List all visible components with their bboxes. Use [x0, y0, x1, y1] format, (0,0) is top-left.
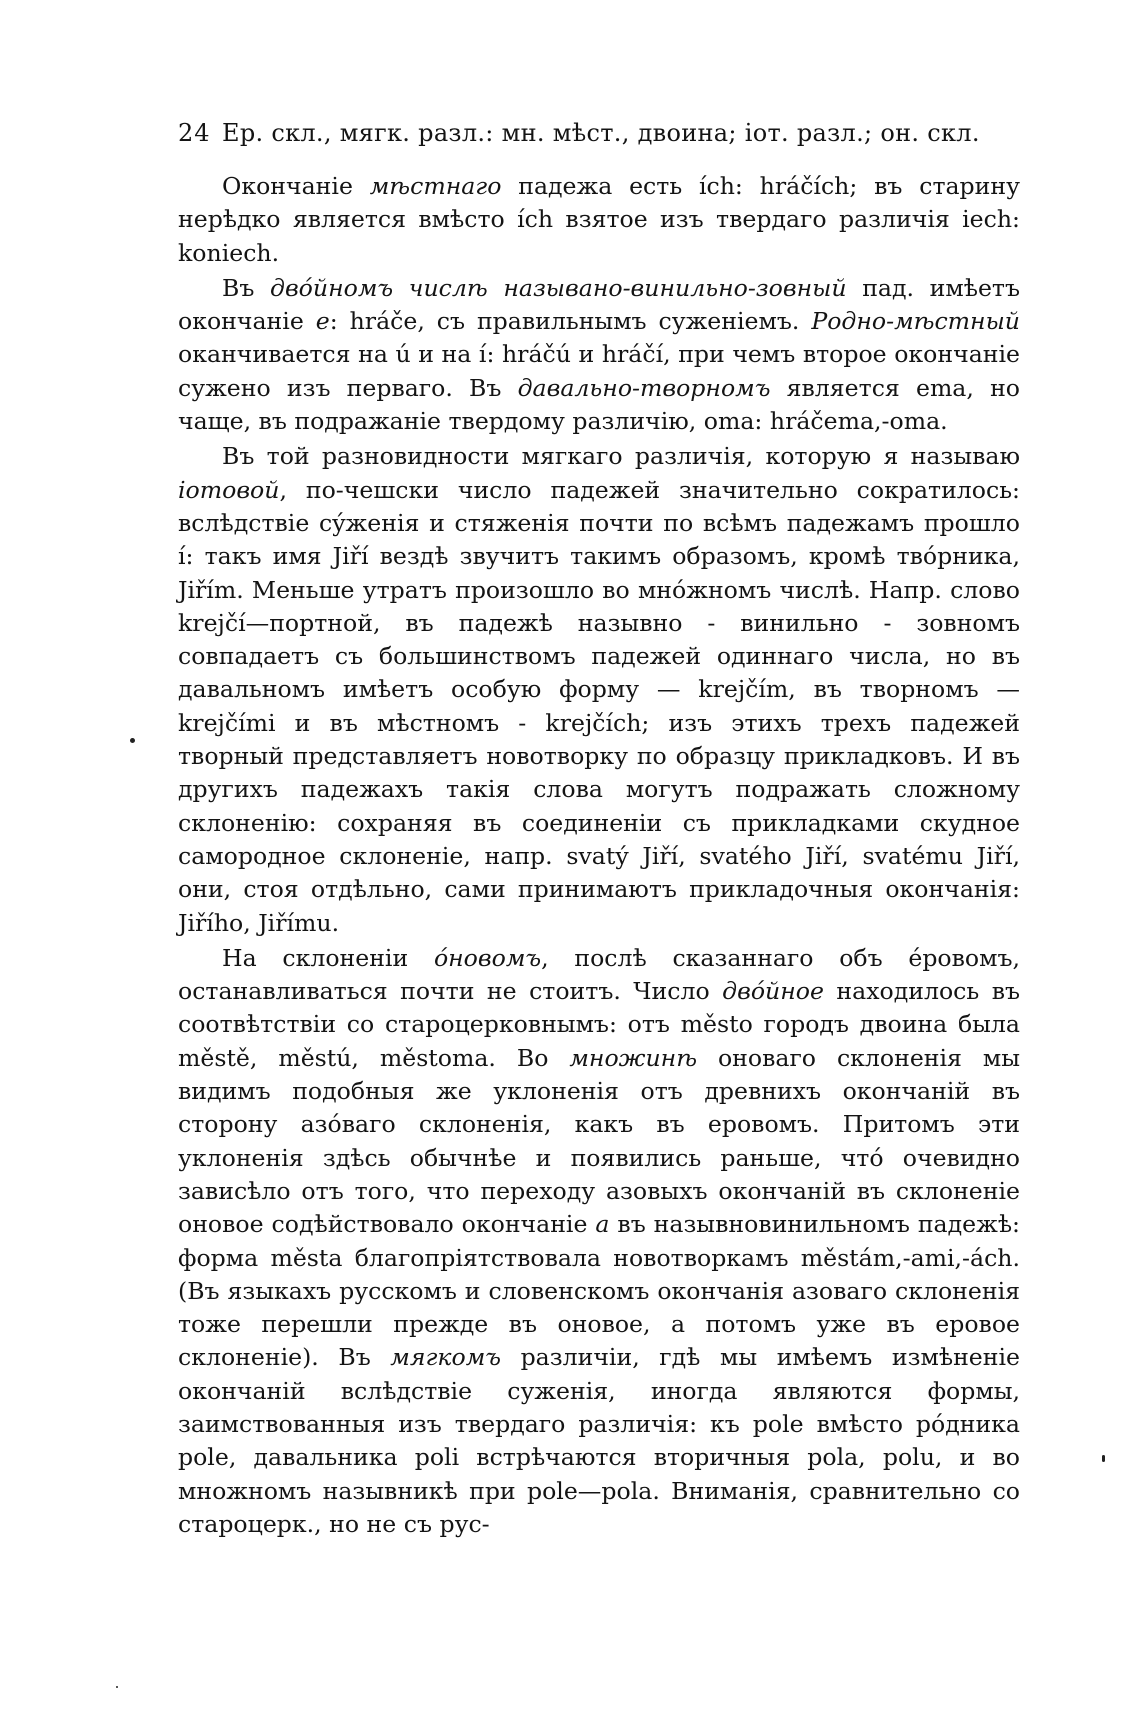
italic-term: мѣстнаго: [369, 172, 502, 200]
italic-term: a: [595, 1210, 610, 1239]
text-run: , по-чешски число падежей значительно сократилось: вслѣдствiе сýженiя и стяженiя почти по всѣмъ падежамъ прошло í: такъ имя Jiří вездѣ звучитъ такимъ образомъ, кромѣ твóрника, Jiřím. Меньше утратъ произошло во мнóжномъ числѣ. Напр. слово krejčí—портной, въ падежѣ назывно - винильно - зовномъ совпадаетъ съ большинствомъ падежей одиннаго числа, но въ давальномъ имѣетъ особую форму — krejčím, въ творномъ — krejčími и въ мѣстномъ - krejčích; изъ этихъ трехъ падежей творный представляетъ новотворку по образцу прикладковъ. И въ другихъ падежахъ такiя слова могутъ подражать сложному склоненiю: сохраняя въ соединенiи съ прикладками скудное самородное склоненiе, напр. svatý Jiří, svatého Jiří, svatému Jiří, они, стоя отдѣльно, сами принимаютъ прикладочныя окончанiя: Jiřího, Jiřímu.: [178, 475, 1020, 937]
paragraph: [178, 942, 1020, 1541]
italic-term: двóйномъ числѣ называно-винильно-зовный: [270, 273, 847, 302]
text-run: является ema, но чаще, въ подражанiе твердому различiю, oma: hráčema,-oma.: [178, 373, 1020, 436]
text-run: Въ: [222, 273, 270, 302]
page-number: 24: [178, 119, 211, 147]
italic-term: двóйное: [722, 977, 824, 1006]
running-title: Ер. скл., мягк. разл.: мн. мѣст., двоина; iот. разл.; он. скл.: [222, 119, 980, 147]
book-page: [178, 118, 1020, 1541]
text-run: На склоненiи: [222, 943, 434, 972]
text-run: оканчивается на ú и на í: hráčú и hráčí, при чемъ второе окончанiе сужено изъ перваго. Въ: [178, 340, 1020, 402]
text-run: Окончанiе: [222, 172, 370, 200]
italic-term: Родно-мѣстный: [811, 307, 1020, 336]
text-run: Въ той разновидности мягкаго различiя, которую я называю: [222, 442, 1020, 471]
paragraph: [178, 440, 1020, 939]
text-run: падежа есть ích: hráčích; въ старину нерѣдко является вмѣсто ích взятое изъ твердаго различiя iech: koniech.: [178, 172, 1020, 267]
paragraph: [178, 170, 1020, 270]
italic-term: iотовой: [178, 475, 280, 504]
text-run: различiи, гдѣ мы имѣемъ измѣненiе окончанiй вслѣдствiе суженiя, иногда являются формы, заимствованныя изъ твердаго различiя: къ pole вмѣсто рóдника pole, давальника poli встрѣчаются вторичныя pola, polu, и во множномъ назывникѣ при pole—pola. Вниманiя, сравнительно со староцерк., но не съ рус-: [178, 1343, 1020, 1538]
italic-term: давально-творномъ: [517, 373, 771, 402]
italic-term: óновомъ: [433, 943, 542, 972]
italic-term: e: [315, 307, 330, 336]
text-run: : hráče, съ правильнымъ суженiемъ.: [329, 307, 812, 336]
text-run: пад. имѣетъ окончанiе: [178, 273, 1020, 336]
italic-term: множинѣ: [569, 1043, 698, 1072]
print-speck: [1102, 1455, 1105, 1462]
text-run: находилось въ соотвѣтствiи со староцерковнымъ: отъ město городъ двоина была městě, městú, městoma. Во: [178, 977, 1020, 1072]
print-speck: [130, 738, 135, 743]
text-run: , послѣ сказаннаго объ éровомъ, останавливаться почти не стоитъ. Число: [178, 943, 1020, 1006]
text-run: въ назывновинильномъ падежѣ: форма města благопрiятствовала новотворкамъ městám,-ami,-ách. (Въ языкахъ русскомъ и словенскомъ окончанiя азоваго склоненiя тоже перешли прежде въ оновое, а потомъ уже въ еровое склоненiе). Въ: [178, 1210, 1020, 1372]
text-run: оноваго склоненiя мы видимъ подобныя же уклоненiя отъ древнихъ окончанiй въ сторону азóваго склоненiя, какъ въ еровомъ. Притомъ эти уклоненiя здѣсь обычнѣе и появились раньше, чтó очевидно зависѣло отъ того, что переходу азовыхъ окончанiй въ склоненiе оновое содѣйствовало окончанiе: [178, 1043, 1020, 1239]
paragraph: [178, 272, 1020, 438]
italic-term: мягкомъ: [390, 1343, 501, 1372]
body-text: [178, 170, 1020, 1541]
print-speck: [116, 1686, 118, 1688]
running-head: [178, 118, 1020, 148]
